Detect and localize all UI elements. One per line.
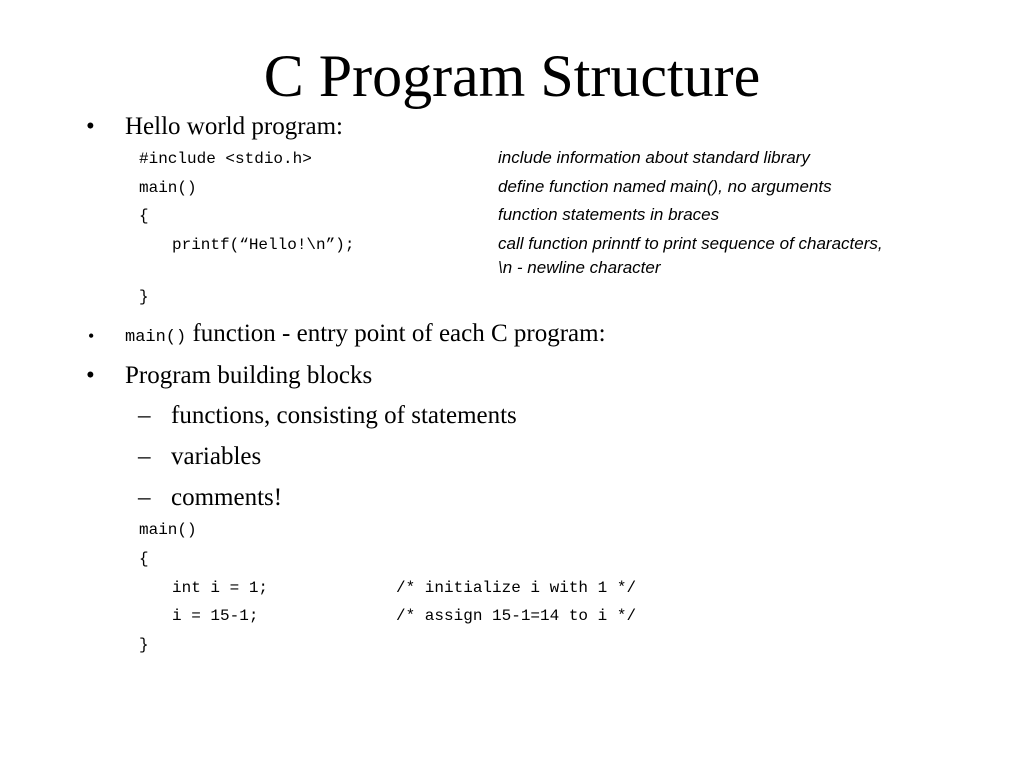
sub-item-marker: – [138, 443, 151, 470]
sub-item-marker: – [138, 484, 151, 511]
code-line: { [139, 550, 149, 568]
code-line: } [139, 636, 149, 654]
code-annotation: function statements in braces [498, 205, 720, 224]
code-annotation: include information about standard library [498, 148, 810, 167]
bullet-2-line [125, 319, 606, 353]
bullet-1-text: Hello world program: [125, 113, 344, 140]
sub-item-marker: – [138, 402, 151, 429]
sub-item-text: variables [171, 443, 262, 470]
code-comment: /* initialize i with 1 */ [396, 579, 637, 597]
code-line: } [139, 288, 149, 306]
code-line: #include <stdio.h> [139, 150, 312, 168]
code-line: int i = 1; [172, 579, 269, 597]
code-annotation: call function prinntf to print sequence of characters, \n - newline character [498, 234, 883, 277]
code-comment: /* assign 15-1=14 to i */ [396, 607, 637, 625]
sub-item-text: comments! [171, 484, 283, 511]
bullet-2-marker: • [88, 326, 95, 346]
code-line: main() [139, 521, 197, 539]
bullet-1-marker: • [86, 113, 95, 140]
code-line: main() [139, 179, 197, 197]
bullet-2-text: function - entry point of each C program: [186, 320, 606, 347]
code-line: { [139, 207, 149, 225]
code-line: printf(“Hello!\n”); [172, 236, 355, 254]
sub-item-text: functions, consisting of statements [171, 402, 517, 429]
code-annotation: define function named main(), no arguments [498, 177, 832, 196]
bullet-3-text: Program building blocks [125, 362, 373, 389]
slide-title: C Program Structure [263, 43, 761, 109]
bullet-3-marker: • [86, 362, 95, 389]
code-line: i = 15-1; [172, 607, 259, 625]
inline-code: main() [125, 328, 187, 347]
